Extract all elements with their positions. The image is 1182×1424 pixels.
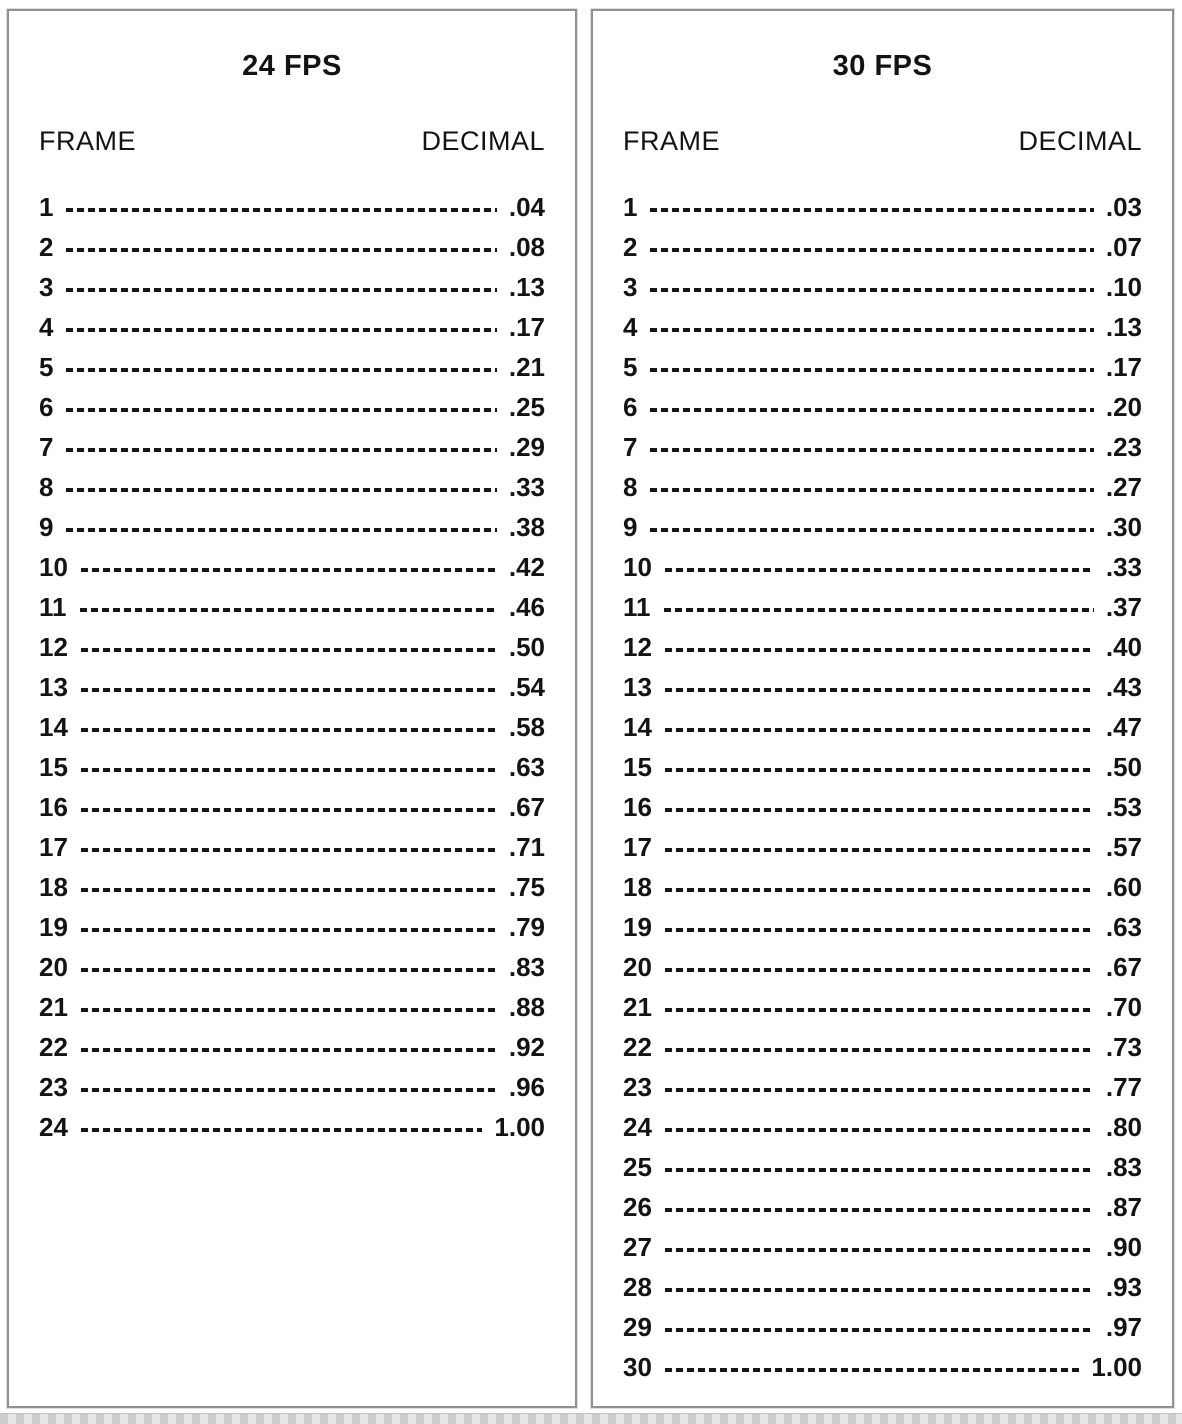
frame-number: 13 xyxy=(39,671,68,702)
frame-number: 15 xyxy=(39,751,68,782)
frame-number: 6 xyxy=(623,391,638,422)
dash-leader xyxy=(650,368,1093,372)
decimal-value: .30 xyxy=(1105,511,1142,542)
frame-number: 26 xyxy=(623,1191,652,1222)
dash-leader xyxy=(665,728,1094,732)
frame-number: 24 xyxy=(623,1111,652,1142)
table-row xyxy=(623,707,1142,747)
decimal-value: .80 xyxy=(1105,1111,1142,1142)
dash-leader xyxy=(81,1048,497,1052)
frame-number: 1 xyxy=(39,191,54,222)
frame-number: 9 xyxy=(623,511,638,542)
decimal-value: .25 xyxy=(508,391,545,422)
dash-leader xyxy=(665,1328,1094,1332)
decimal-value: .67 xyxy=(1105,951,1142,982)
decimal-value: .63 xyxy=(1105,911,1142,942)
dash-leader xyxy=(650,408,1093,412)
decimal-value: .23 xyxy=(1105,431,1142,462)
decimal-value: .43 xyxy=(1105,671,1142,702)
table-row xyxy=(39,227,545,267)
decimal-value: .08 xyxy=(508,231,545,262)
decimal-value: .10 xyxy=(1105,271,1142,302)
table-row xyxy=(623,267,1142,307)
decimal-value: .42 xyxy=(508,551,545,582)
frame-number: 5 xyxy=(39,351,54,382)
decimal-value: .96 xyxy=(508,1071,545,1102)
decimal-value: .07 xyxy=(1105,231,1142,262)
dash-leader xyxy=(66,288,496,292)
dash-leader xyxy=(650,328,1093,332)
frame-number: 7 xyxy=(39,431,54,462)
dash-leader xyxy=(665,648,1094,652)
dash-leader xyxy=(665,768,1094,772)
frame-number: 18 xyxy=(623,871,652,902)
table-row xyxy=(39,987,545,1027)
decimal-value: .38 xyxy=(508,511,545,542)
panel-30fps xyxy=(591,9,1174,1408)
dash-leader xyxy=(665,1008,1094,1012)
column-header-frame: FRAME xyxy=(623,126,720,156)
decimal-value: .83 xyxy=(1105,1151,1142,1182)
frame-number: 21 xyxy=(39,991,68,1022)
decimal-value: .37 xyxy=(1105,591,1142,622)
table-row xyxy=(623,1027,1142,1067)
frame-number: 4 xyxy=(39,311,54,342)
frame-number: 25 xyxy=(623,1151,652,1182)
panel-title: 30 FPS xyxy=(832,50,933,82)
decimal-value: .92 xyxy=(508,1031,545,1062)
dash-leader xyxy=(81,808,497,812)
dash-leader xyxy=(665,1248,1094,1252)
frame-number: 10 xyxy=(39,551,68,582)
decimal-value: .46 xyxy=(508,591,545,622)
table-row xyxy=(623,1307,1142,1347)
dash-leader xyxy=(650,488,1093,492)
frame-number: 9 xyxy=(39,511,54,542)
table-row xyxy=(39,827,545,867)
decimal-value: .20 xyxy=(1105,391,1142,422)
frame-number: 24 xyxy=(39,1111,68,1142)
frame-number: 19 xyxy=(623,911,652,942)
decimal-value: .90 xyxy=(1105,1231,1142,1262)
table-row xyxy=(623,987,1142,1027)
dash-leader xyxy=(80,608,497,612)
decimal-value: .88 xyxy=(508,991,545,1022)
decimal-value: .21 xyxy=(508,351,545,382)
frame-number: 8 xyxy=(39,471,54,502)
table-row xyxy=(623,547,1142,587)
table-row xyxy=(623,787,1142,827)
table-row xyxy=(623,307,1142,347)
decimal-value: .04 xyxy=(508,191,545,222)
frame-number: 14 xyxy=(39,711,68,742)
dash-leader xyxy=(665,688,1094,692)
conversion-rows xyxy=(623,187,1142,1387)
table-row xyxy=(39,267,545,307)
frame-number: 20 xyxy=(623,951,652,982)
decimal-value: .33 xyxy=(1105,551,1142,582)
decimal-value: .50 xyxy=(1105,751,1142,782)
frame-number: 2 xyxy=(623,231,638,262)
dash-leader xyxy=(81,1128,482,1132)
decimal-value: .40 xyxy=(1105,631,1142,662)
frame-number: 17 xyxy=(623,831,652,862)
table-row xyxy=(39,427,545,467)
dash-leader xyxy=(81,568,497,572)
decimal-value: .33 xyxy=(508,471,545,502)
decimal-value: 1.00 xyxy=(1091,1351,1142,1382)
frame-number: 15 xyxy=(623,751,652,782)
decimal-value: .27 xyxy=(1105,471,1142,502)
dash-leader xyxy=(81,968,497,972)
dash-leader xyxy=(81,1008,497,1012)
table-row xyxy=(623,627,1142,667)
table-row xyxy=(623,907,1142,947)
frame-number: 1 xyxy=(623,191,638,222)
table-row xyxy=(623,1187,1142,1227)
decimal-value: .71 xyxy=(508,831,545,862)
decimal-value: .29 xyxy=(508,431,545,462)
decimal-value: .83 xyxy=(508,951,545,982)
dash-leader xyxy=(66,488,496,492)
decimal-value: .77 xyxy=(1105,1071,1142,1102)
table-row xyxy=(39,467,545,507)
panel-24fps xyxy=(7,9,577,1408)
frame-number: 2 xyxy=(39,231,54,262)
frame-number: 23 xyxy=(39,1071,68,1102)
table-row xyxy=(39,387,545,427)
dash-leader xyxy=(665,1048,1094,1052)
decimal-value: .70 xyxy=(1105,991,1142,1022)
table-row xyxy=(39,547,545,587)
frame-number: 10 xyxy=(623,551,652,582)
decimal-value: .13 xyxy=(1105,311,1142,342)
frame-number: 14 xyxy=(623,711,652,742)
table-row xyxy=(39,667,545,707)
frame-number: 4 xyxy=(623,311,638,342)
decimal-value: .73 xyxy=(1105,1031,1142,1062)
dash-leader xyxy=(665,568,1094,572)
conversion-rows xyxy=(39,187,545,1147)
dash-leader xyxy=(665,1208,1094,1212)
dash-leader xyxy=(66,408,496,412)
table-row xyxy=(623,587,1142,627)
conversion-tables xyxy=(7,9,1174,1408)
dash-leader xyxy=(665,808,1094,812)
table-row xyxy=(623,1147,1142,1187)
frame-number: 12 xyxy=(39,631,68,662)
column-header-frame: FRAME xyxy=(39,126,136,156)
decimal-value: .13 xyxy=(508,271,545,302)
frame-number: 6 xyxy=(39,391,54,422)
decimal-value: .03 xyxy=(1105,191,1142,222)
dash-leader xyxy=(650,448,1093,452)
table-row xyxy=(39,347,545,387)
table-row xyxy=(39,787,545,827)
table-row xyxy=(39,867,545,907)
column-headers xyxy=(39,125,545,157)
decimal-value: .53 xyxy=(1105,791,1142,822)
dash-leader xyxy=(66,328,496,332)
dash-leader xyxy=(66,208,496,212)
dash-leader xyxy=(665,888,1094,892)
frame-number: 20 xyxy=(39,951,68,982)
dash-leader xyxy=(81,768,497,772)
frame-number: 18 xyxy=(39,871,68,902)
panel-title: 24 FPS xyxy=(242,50,342,82)
frame-number: 19 xyxy=(39,911,68,942)
dash-leader xyxy=(81,1088,497,1092)
dash-leader xyxy=(665,1368,1079,1372)
dash-leader xyxy=(66,248,496,252)
column-header-decimal: DECIMAL xyxy=(1018,126,1142,156)
dash-leader xyxy=(81,688,497,692)
table-row xyxy=(623,667,1142,707)
table-row xyxy=(623,507,1142,547)
frame-number: 13 xyxy=(623,671,652,702)
table-row xyxy=(39,907,545,947)
table-row xyxy=(623,947,1142,987)
frame-number: 29 xyxy=(623,1311,652,1342)
dash-leader xyxy=(81,888,497,892)
frame-number: 27 xyxy=(623,1231,652,1262)
dash-leader xyxy=(665,928,1094,932)
decimal-value: .54 xyxy=(508,671,545,702)
column-header-decimal: DECIMAL xyxy=(421,126,545,156)
table-row xyxy=(623,1267,1142,1307)
dash-leader xyxy=(66,528,496,532)
table-row xyxy=(623,827,1142,867)
frame-number: 16 xyxy=(623,791,652,822)
frame-number: 5 xyxy=(623,351,638,382)
dash-leader xyxy=(81,928,497,932)
table-row xyxy=(39,507,545,547)
table-row xyxy=(623,387,1142,427)
table-row xyxy=(39,587,545,627)
table-row xyxy=(39,307,545,347)
decimal-value: .87 xyxy=(1105,1191,1142,1222)
frame-number: 8 xyxy=(623,471,638,502)
table-row xyxy=(39,1027,545,1067)
decimal-value: .63 xyxy=(508,751,545,782)
frame-number: 11 xyxy=(39,591,67,622)
decimal-value: .93 xyxy=(1105,1271,1142,1302)
table-row xyxy=(623,347,1142,387)
dash-leader xyxy=(650,248,1093,252)
frame-number: 22 xyxy=(39,1031,68,1062)
frame-number: 30 xyxy=(623,1351,652,1382)
dash-leader xyxy=(650,208,1093,212)
table-row xyxy=(39,1107,545,1147)
table-row xyxy=(623,1347,1142,1387)
table-row xyxy=(623,227,1142,267)
dash-leader xyxy=(81,648,497,652)
table-row xyxy=(623,1107,1142,1147)
decimal-value: 1.00 xyxy=(494,1111,545,1142)
frame-number: 7 xyxy=(623,431,638,462)
frame-number: 12 xyxy=(623,631,652,662)
dash-leader xyxy=(665,1088,1094,1092)
frame-number: 3 xyxy=(39,271,54,302)
decimal-value: .60 xyxy=(1105,871,1142,902)
frame-number: 21 xyxy=(623,991,652,1022)
dash-leader xyxy=(650,528,1093,532)
table-row xyxy=(623,187,1142,227)
table-row xyxy=(39,187,545,227)
frame-number: 23 xyxy=(623,1071,652,1102)
dash-leader xyxy=(665,968,1094,972)
dash-leader xyxy=(66,448,496,452)
table-row xyxy=(623,1227,1142,1267)
decimal-value: .47 xyxy=(1105,711,1142,742)
table-row xyxy=(623,467,1142,507)
frame-number: 17 xyxy=(39,831,68,862)
table-row xyxy=(39,707,545,747)
table-row xyxy=(39,947,545,987)
decimal-value: .67 xyxy=(508,791,545,822)
decimal-value: .57 xyxy=(1105,831,1142,862)
decimal-value: .17 xyxy=(508,311,545,342)
dash-leader xyxy=(66,368,496,372)
dash-leader xyxy=(665,1288,1094,1292)
decimal-value: .97 xyxy=(1105,1311,1142,1342)
dash-leader xyxy=(665,1128,1094,1132)
decimal-value: .75 xyxy=(508,871,545,902)
table-row xyxy=(623,747,1142,787)
decimal-value: .50 xyxy=(508,631,545,662)
dash-leader xyxy=(665,848,1094,852)
table-row xyxy=(623,867,1142,907)
column-headers xyxy=(623,125,1142,157)
table-row xyxy=(623,1067,1142,1107)
dash-leader xyxy=(81,848,497,852)
frame-number: 3 xyxy=(623,271,638,302)
frame-number: 16 xyxy=(39,791,68,822)
frame-number: 28 xyxy=(623,1271,652,1302)
dash-leader xyxy=(664,608,1094,612)
bottom-edge-strip xyxy=(0,1413,1182,1424)
dash-leader xyxy=(81,728,497,732)
decimal-value: .58 xyxy=(508,711,545,742)
dash-leader xyxy=(650,288,1093,292)
table-row xyxy=(39,747,545,787)
frame-number: 22 xyxy=(623,1031,652,1062)
decimal-value: .79 xyxy=(508,911,545,942)
decimal-value: .17 xyxy=(1105,351,1142,382)
table-row xyxy=(39,1067,545,1107)
dash-leader xyxy=(665,1168,1094,1172)
table-row xyxy=(39,627,545,667)
table-row xyxy=(623,427,1142,467)
frame-number: 11 xyxy=(623,591,651,622)
